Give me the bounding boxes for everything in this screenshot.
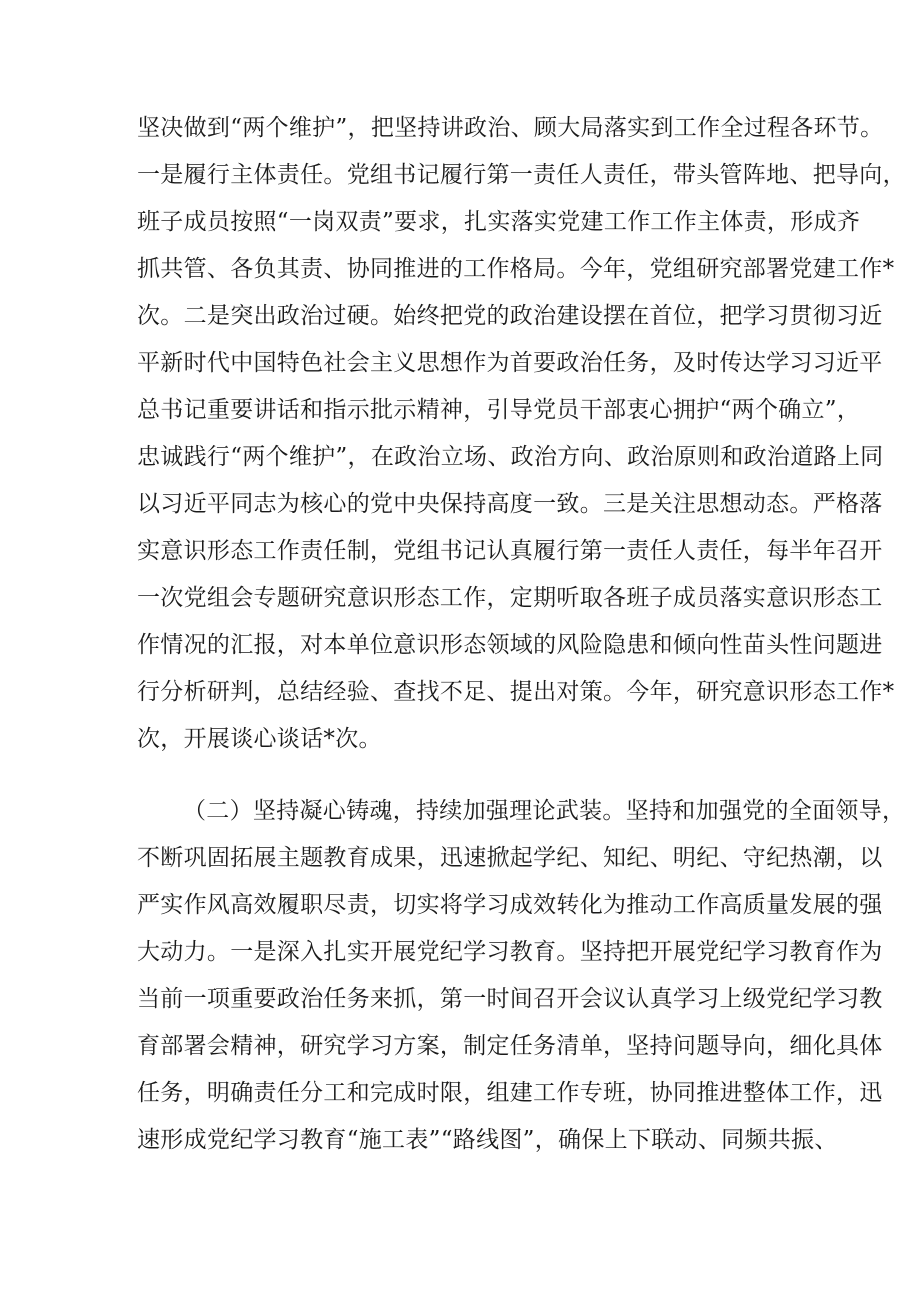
- text-line: 严实作风高效履职尽责，切实将学习成效转化为推动工作高质量发展的强: [137, 892, 883, 918]
- text-line: 作情况的汇报，对本单位意识形态领域的风险隐患和倾向性苗头性问题进: [137, 632, 883, 658]
- text-line: 坚决做到“两个维护”，把坚持讲政治、顾大局落实到工作全过程各环节。: [137, 115, 884, 141]
- text-line: 实意识形态工作责任制，党组书记认真履行第一责任人责任，每半年召开: [137, 538, 883, 564]
- text-line: 抓共管、各负其责、协同推进的工作格局。今年，党组研究部署党建工作*: [137, 256, 895, 282]
- text-line: 班子成员按照“一岗双责”要求，扎实落实党建工作工作主体责，形成齐: [137, 209, 861, 235]
- text-line: 当前一项重要政治任务来抓，第一时间召开会议认真学习上级党纪学习教: [137, 986, 883, 1012]
- text-line: 次。二是突出政治过硬。始终把党的政治建设摆在首位，把学习贯彻习近: [137, 303, 883, 329]
- text-line: 以习近平同志为核心的党中央保持高度一致。三是关注思想动态。严格落: [137, 491, 883, 517]
- text-line: 平新时代中国特色社会主义思想作为首要政治任务，及时传达学习习近平: [137, 350, 883, 376]
- text-line: 一次党组会专题研究意识形态工作，定期听取各班子成员落实意识形态工: [137, 585, 883, 611]
- text-line: 育部署会精神，研究学习方案，制定任务清单，坚持问题导向，细化具体: [137, 1033, 883, 1059]
- text-line: 大动力。一是深入扎实开展党纪学习教育。坚持把开展党纪学习教育作为: [137, 939, 883, 965]
- text-line: 忠诚践行“两个维护”，在政治立场、政治方向、政治原则和政治道路上同: [137, 444, 884, 470]
- text-line: 行分析研判，总结经验、查找不足、提出对策。今年，研究意识形态工作*: [137, 679, 895, 705]
- text-line: 不断巩固拓展主题教育成果，迅速掀起学纪、知纪、明纪、守纪热潮，以: [137, 845, 883, 871]
- text-line: 总书记重要讲话和指示批示精神，引导党员干部衷心拥护“两个确立”，: [137, 397, 861, 423]
- text-line: （二）坚持凝心铸魂，持续加强理论武装。坚持和加强党的全面领导，: [183, 798, 906, 824]
- text-line: 任务，明确责任分工和完成时限，组建工作专班，协同推进整体工作，迅: [137, 1080, 883, 1106]
- text-line: 速形成党纪学习教育“施工表”“路线图”，确保上下联动、同频共振、: [137, 1127, 838, 1153]
- text-line: 一是履行主体责任。党组书记履行第一责任人责任，带头管阵地、把导向，: [137, 162, 906, 188]
- text-line: 次，开展谈心谈话*次。: [137, 726, 382, 752]
